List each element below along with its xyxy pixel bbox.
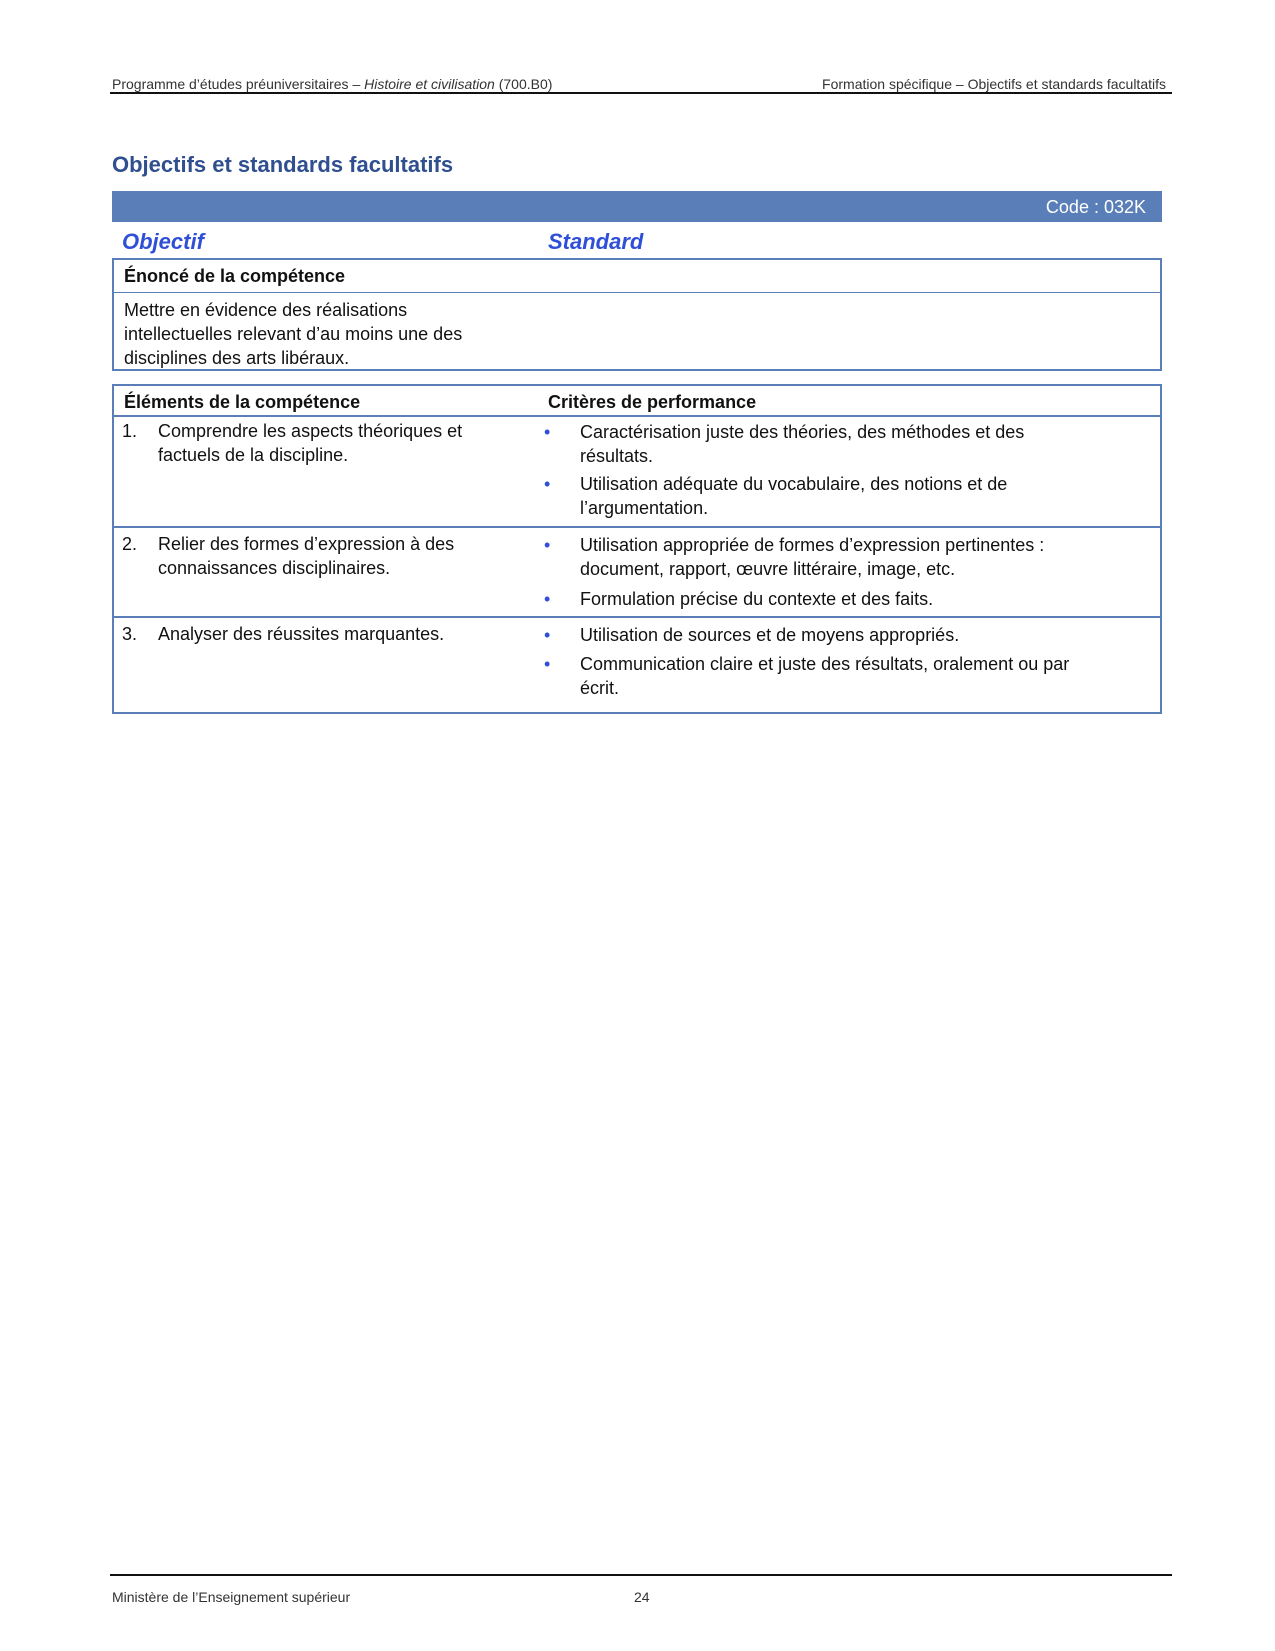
header-rule [110, 92, 1172, 94]
bullet-icon: • [544, 654, 551, 674]
page-title: Objectifs et standards facultatifs [112, 152, 454, 177]
bullet-icon: • [544, 625, 551, 645]
enonce-box [112, 258, 1162, 371]
enonce-divider [114, 292, 1160, 293]
bullet-icon: • [544, 589, 551, 609]
element-number: 2. [122, 534, 138, 554]
code-bar [112, 191, 1162, 222]
enonce-line: Mettre en évidence des réalisations [124, 300, 408, 320]
criteres-heading: Critères de performance [548, 392, 757, 412]
header-program-name: Histoire et civilisation [364, 76, 495, 92]
header-section: Formation spécifique – Objectifs et standards facultatifs [822, 76, 1166, 92]
elements-heading: Éléments de la compétence [124, 392, 361, 412]
column-standard: Standard [548, 229, 644, 254]
enonce-line: intellectuelles relevant d’au moins une des [124, 324, 463, 344]
element-text: Relier des formes d’expression à des connaissances disciplinaires. [158, 534, 455, 578]
bullet-icon: • [544, 422, 551, 442]
row-divider [114, 616, 1160, 618]
header-program: Programme d’études préuniversitaires – Histoire et civilisation (700.B0) [112, 76, 553, 92]
footer-ministry: Ministère de l’Enseignement supérieur [112, 1589, 351, 1605]
page-number: 24 [634, 1589, 650, 1605]
row-divider [114, 415, 1160, 417]
element-number: 3. [122, 624, 138, 644]
column-objectif: Objectif [122, 229, 204, 254]
enonce-line: disciplines des arts libéraux. [124, 348, 350, 368]
element-text: Analyser des réussites marquantes. [158, 624, 445, 644]
element-number: 1. [122, 421, 138, 441]
competence-code: Code : 032K [1045, 197, 1146, 217]
element-text: Comprendre les aspects théoriques et factuels de la discipline. [158, 421, 463, 465]
row-divider [114, 526, 1160, 528]
enonce-heading: Énoncé de la compétence [124, 266, 346, 286]
enonce-text [124, 298, 514, 370]
bullet-icon: • [544, 535, 551, 555]
elements-table: Éléments de la compétence Critères de performance 1. Comprendre les aspects théoriques et factuels de la discipline. • Caractérisation juste des théories, des méthodes et des résultats. • Utilisation adéquate du vocabulaire, des notions et de l’argumentation. 2. Relier des formes d’expression à des connaissances disciplinaires. • Utilisation appropriée de formes d’expression pertinentes : document, rapport, œuvre littéraire, image, etc. • Formulation précise du contexte et des faits. 3. Analyser des réussites marquantes. • Utilisation de sources et de moyens appropriés. • Communication claire et juste des résultats, oralement ou par écrit. [112, 384, 1162, 714]
footer-rule [110, 1574, 1172, 1576]
page-footer [112, 1589, 1172, 1605]
bullet-icon: • [544, 474, 551, 494]
